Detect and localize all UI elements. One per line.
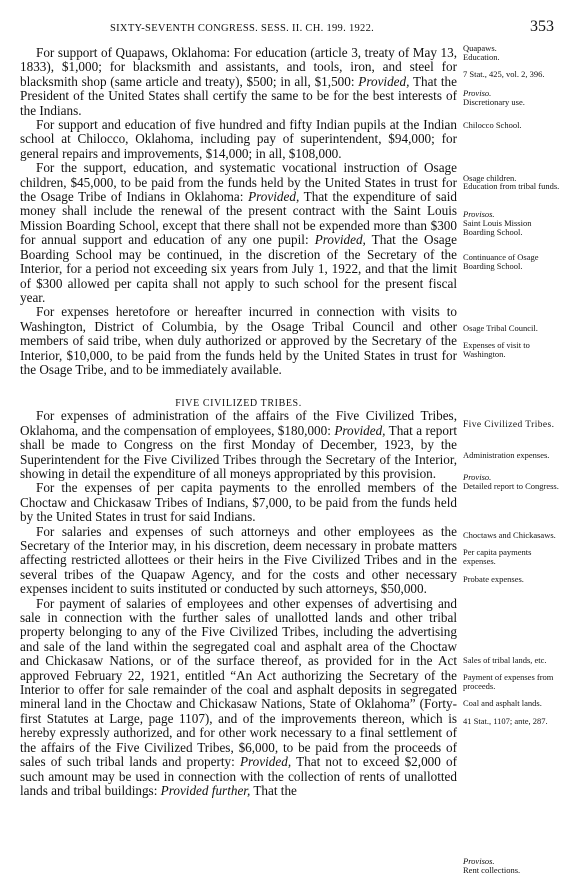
margin-note: Continuance of Osage Boarding School.	[463, 252, 539, 271]
margin-note: 41 Stat., 1107; ante, 287.	[463, 716, 548, 726]
paragraph: For payment of salaries of employees and other expenses of advertising and sale in connection with the further sales of unallotted lands and other tribal property belonging to any of the Five Civilized Tribes, including the advertising and sale of the land within the segregated coal and asphalt area of the Choctaw and Chickasaw Nations, or of the surface thereof, as provided for in the Act approved February 22, 1921, entitled “An Act authorizing the Secretary of the Interior to offer for sale remainder of the coal and asphalt deposits in segregated mineral land in the Choctaw and Chickasaw Nations, State of Oklahoma” (Forty-first Statutes at Large, page 1107), and of the improvements thereon, which is hereby expressly authorized, and for other work necessary to a final settlement of the affairs of the Five Civilized Tribes, $6,000, to be paid from the proceeds of sales of such tribal lands and property: Provided, That not to exceed $2,000 of such amount may be used in connection with the collection of rents of unallotted lands and tribal buildings: Provided further, That the	[20, 595, 458, 798]
page-header	[0, 18, 570, 42]
margin-note: Osage children.	[463, 173, 517, 183]
margin-note: Coal and asphalt lands.	[463, 698, 542, 708]
paragraph: For the expenses of per capita payments to the enrolled members of the Choctaw and Chickasaw Tribes of Indians, $7,000, to be paid from the funds held by the United States in trust for said Indians.	[20, 480, 457, 525]
margin-note: Probate expenses.	[463, 574, 524, 584]
margin-note: Administration expenses.	[463, 450, 550, 460]
paragraph: For the support, education, and systematic vocational instruction of Osage children, $45,000, to be paid from the funds held by the United States in trust for the Osage Tribe of Indians in Oklahoma: Provided, That the expenditure of said money shall include the renewal of the present contract with the Saint Louis Mission Boarding School, except that there shall not be expended more than $300 for annual support and education of any one pupil: Provided, That the Osage Boarding School may be continued, in the discretion of the Secretary of the Interior, for a period not exceeding six years from July 1, 1922, and that the limit of $300 allowed per capita shall not apply to such school for the present fiscal year.	[20, 160, 458, 305]
margin-note: 7 Stat., 425, vol. 2, 396.	[463, 69, 545, 79]
margin-note: Education from tribal funds.	[463, 181, 560, 191]
margin-note: Quapaws.	[463, 43, 497, 53]
margin-note: Osage Tribal Council.	[463, 323, 538, 333]
margin-note: Provisos.	[463, 209, 495, 219]
paragraph: For salaries and expenses of such attorneys and other employees as the Secretary of the Interior may, in his discretion, deem necessary in probate matters affecting restricted allottees or their heirs in the Five Civilized Tribes and in the several tribes of the Quapaw Agency, and for the costs and other necessary expenses incident to suits instituted or conducted by such attorneys, $50,000.	[20, 523, 457, 597]
paragraph: For support of Quapaws, Oklahoma: For education (article 3, treaty of May 13, 1833), $1,000; for blacksmith and assistants, and tools, iron, and steel for blacksmith shop (same article and treaty), $500; in all, $1,500: Provided, That the President of the United States shall certify the same to be for the best interests of the Indians.	[20, 45, 457, 118]
page-number: 353	[530, 18, 554, 35]
margin-note: Provisos.	[463, 856, 495, 866]
main-text	[20, 46, 457, 798]
margin-note: Discretionary use.	[463, 97, 525, 107]
margin-note: Per capita payments expenses.	[463, 547, 532, 566]
margin-note: Rent collections.	[463, 865, 521, 875]
margin-note: Saint Louis Mission Boarding School.	[463, 218, 532, 237]
margin-note: Five Civilized Tribes.	[463, 420, 555, 430]
margin-note: Sales of tribal lands, etc.	[463, 655, 547, 665]
margin-note: Proviso.	[463, 472, 492, 482]
paragraph: For support and education of five hundred and fifty Indian pupils at the Indian school at Chilocco, Oklahoma, including pay of superintendent, $94,000; for general repairs and improvements, $14,000; in all, $108,000.	[20, 117, 457, 161]
section-heading: FIVE CIVILIZED TRIBES.	[175, 398, 302, 410]
margin-note: Education.	[463, 52, 500, 62]
running-head: SIXTY-SEVENTH CONGRESS. SESS. II. CH. 199. 1922.	[110, 23, 375, 34]
margin-note: Payment of expenses from proceeds.	[463, 672, 554, 691]
margin-note: Chilocco School.	[463, 120, 522, 130]
margin-note: Choctaws and Chickasaws.	[463, 530, 556, 540]
margin-note: Detailed report to Congress.	[463, 481, 559, 491]
paragraph: For expenses of administration of the affairs of the Five Civilized Tribes, Oklahoma, and the compensation of employees, $180,000: Provided, That a report shall be made to Congress on the first Monday of December, 1923, by the Superintendent for the Five Civilized Tribes through the Secretary of the Interior, showing in detail the expenditure of all moneys appropriated by this provision.	[20, 408, 457, 481]
margin-note: Proviso.	[463, 88, 492, 98]
margin-note: Expenses of visit to Washington.	[463, 340, 530, 359]
paragraph: For expenses heretofore or hereafter incurred in connection with visits to Washington, District of Columbia, by the Osage Tribal Council and other members of said tribe, when duly authorized or approved by the Secretary of the Interior, $10,000, to be paid from the funds held by the United States in trust for the Osage Tribe, and to be immediately available.	[20, 304, 457, 377]
